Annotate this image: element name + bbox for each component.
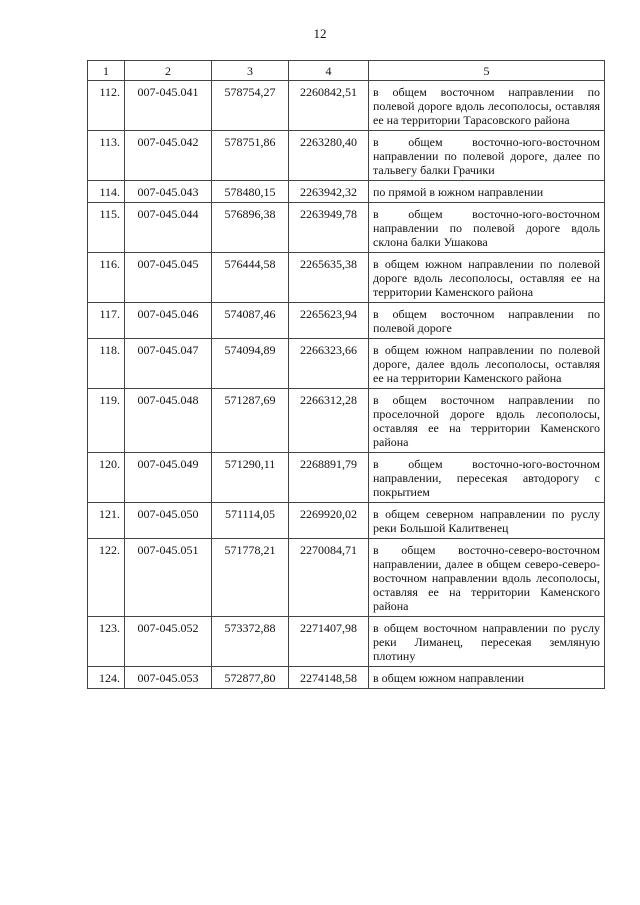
y-coordinate-cell: 2263280,40 [289,131,369,181]
point-code-cell: 007-045.044 [125,203,212,253]
point-code-cell: 007-045.043 [125,181,212,203]
column-header: 2 [125,61,212,81]
point-number-cell: 112. [88,81,125,131]
table-row [88,253,605,303]
boundary-description-cell: в общем восточно-юго-восточном направлении, пересекая автодорогу с покрытием [369,453,605,503]
point-code-cell: 007-045.051 [125,539,212,617]
page-number: 12 [313,26,327,41]
point-number-cell: 116. [88,253,125,303]
table-header-row [88,61,605,81]
boundary-description-cell: в общем восточном направлении по полевой дороге [369,303,605,339]
point-number-cell: 120. [88,453,125,503]
table-row [88,667,605,689]
table-row [88,131,605,181]
boundary-description-cell: в общем южном направлении по полевой дороге, далее вдоль лесополосы, оставляя ее на территории Каменского района [369,339,605,389]
x-coordinate-cell: 571287,69 [212,389,289,453]
point-code-cell: 007-045.052 [125,617,212,667]
boundary-description-cell: в общем восточном направлении по проселочной дороге вдоль лесополосы, оставляя ее на территории Каменского района [369,389,605,453]
point-number-cell: 123. [88,617,125,667]
column-header: 3 [212,61,289,81]
point-code-cell: 007-045.045 [125,253,212,303]
y-coordinate-cell: 2265623,94 [289,303,369,339]
table-row [88,81,605,131]
boundary-description-cell: в общем восточном направлении по полевой дороге вдоль лесополосы, оставляя ее на территории Тарасовского района [369,81,605,131]
y-coordinate-cell: 2271407,98 [289,617,369,667]
y-coordinate-cell: 2274148,58 [289,667,369,689]
point-number-cell: 117. [88,303,125,339]
point-code-cell: 007-045.053 [125,667,212,689]
x-coordinate-cell: 578480,15 [212,181,289,203]
boundary-description-cell: в общем южном направлении [369,667,605,689]
table-row [88,453,605,503]
point-number-cell: 115. [88,203,125,253]
y-coordinate-cell: 2263949,78 [289,203,369,253]
point-number-cell: 119. [88,389,125,453]
y-coordinate-cell: 2260842,51 [289,81,369,131]
coordinates-table [87,60,605,689]
y-coordinate-cell: 2265635,38 [289,253,369,303]
x-coordinate-cell: 576444,58 [212,253,289,303]
x-coordinate-cell: 571778,21 [212,539,289,617]
table-row [88,203,605,253]
y-coordinate-cell: 2270084,71 [289,539,369,617]
point-number-cell: 118. [88,339,125,389]
x-coordinate-cell: 573372,88 [212,617,289,667]
table-row [88,617,605,667]
point-number-cell: 121. [88,503,125,539]
point-code-cell: 007-045.046 [125,303,212,339]
point-number-cell: 122. [88,539,125,617]
point-code-cell: 007-045.041 [125,81,212,131]
point-number-cell: 114. [88,181,125,203]
column-header: 1 [88,61,125,81]
x-coordinate-cell: 571290,11 [212,453,289,503]
table-row [88,389,605,453]
column-header: 5 [369,61,605,81]
x-coordinate-cell: 576896,38 [212,203,289,253]
boundary-description-cell: по прямой в южном направлении [369,181,605,203]
x-coordinate-cell: 574094,89 [212,339,289,389]
y-coordinate-cell: 2268891,79 [289,453,369,503]
boundary-description-cell: в общем восточно-юго-восточном направлении по полевой дороге, далее по тальвегу балки Грачики [369,131,605,181]
column-header: 4 [289,61,369,81]
point-code-cell: 007-045.049 [125,453,212,503]
x-coordinate-cell: 574087,46 [212,303,289,339]
boundary-description-cell: в общем восточном направлении по руслу реки Лиманец, пересекая земляную плотину [369,617,605,667]
x-coordinate-cell: 572877,80 [212,667,289,689]
boundary-description-cell: в общем восточно-северо-восточном направлении, далее в общем северо-северо-восточном направлении вдоль лесополосы, оставляя ее на территории Каменского района [369,539,605,617]
y-coordinate-cell: 2263942,32 [289,181,369,203]
point-code-cell: 007-045.042 [125,131,212,181]
table-row [88,339,605,389]
point-number-cell: 113. [88,131,125,181]
boundary-description-cell: в общем северном направлении по руслу реки Большой Калитвенец [369,503,605,539]
boundary-description-cell: в общем южном направлении по полевой дороге вдоль лесополосы, оставляя ее на территории Каменского района [369,253,605,303]
point-code-cell: 007-045.047 [125,339,212,389]
table-row [88,303,605,339]
x-coordinate-cell: 571114,05 [212,503,289,539]
boundary-description-cell: в общем восточно-юго-восточном направлении по полевой дороге вдоль склона балки Ушакова [369,203,605,253]
point-number-cell: 124. [88,667,125,689]
y-coordinate-cell: 2269920,02 [289,503,369,539]
x-coordinate-cell: 578754,27 [212,81,289,131]
y-coordinate-cell: 2266312,28 [289,389,369,453]
table-row [88,181,605,203]
x-coordinate-cell: 578751,86 [212,131,289,181]
table-row [88,539,605,617]
table-row [88,503,605,539]
point-code-cell: 007-045.050 [125,503,212,539]
y-coordinate-cell: 2266323,66 [289,339,369,389]
point-code-cell: 007-045.048 [125,389,212,453]
